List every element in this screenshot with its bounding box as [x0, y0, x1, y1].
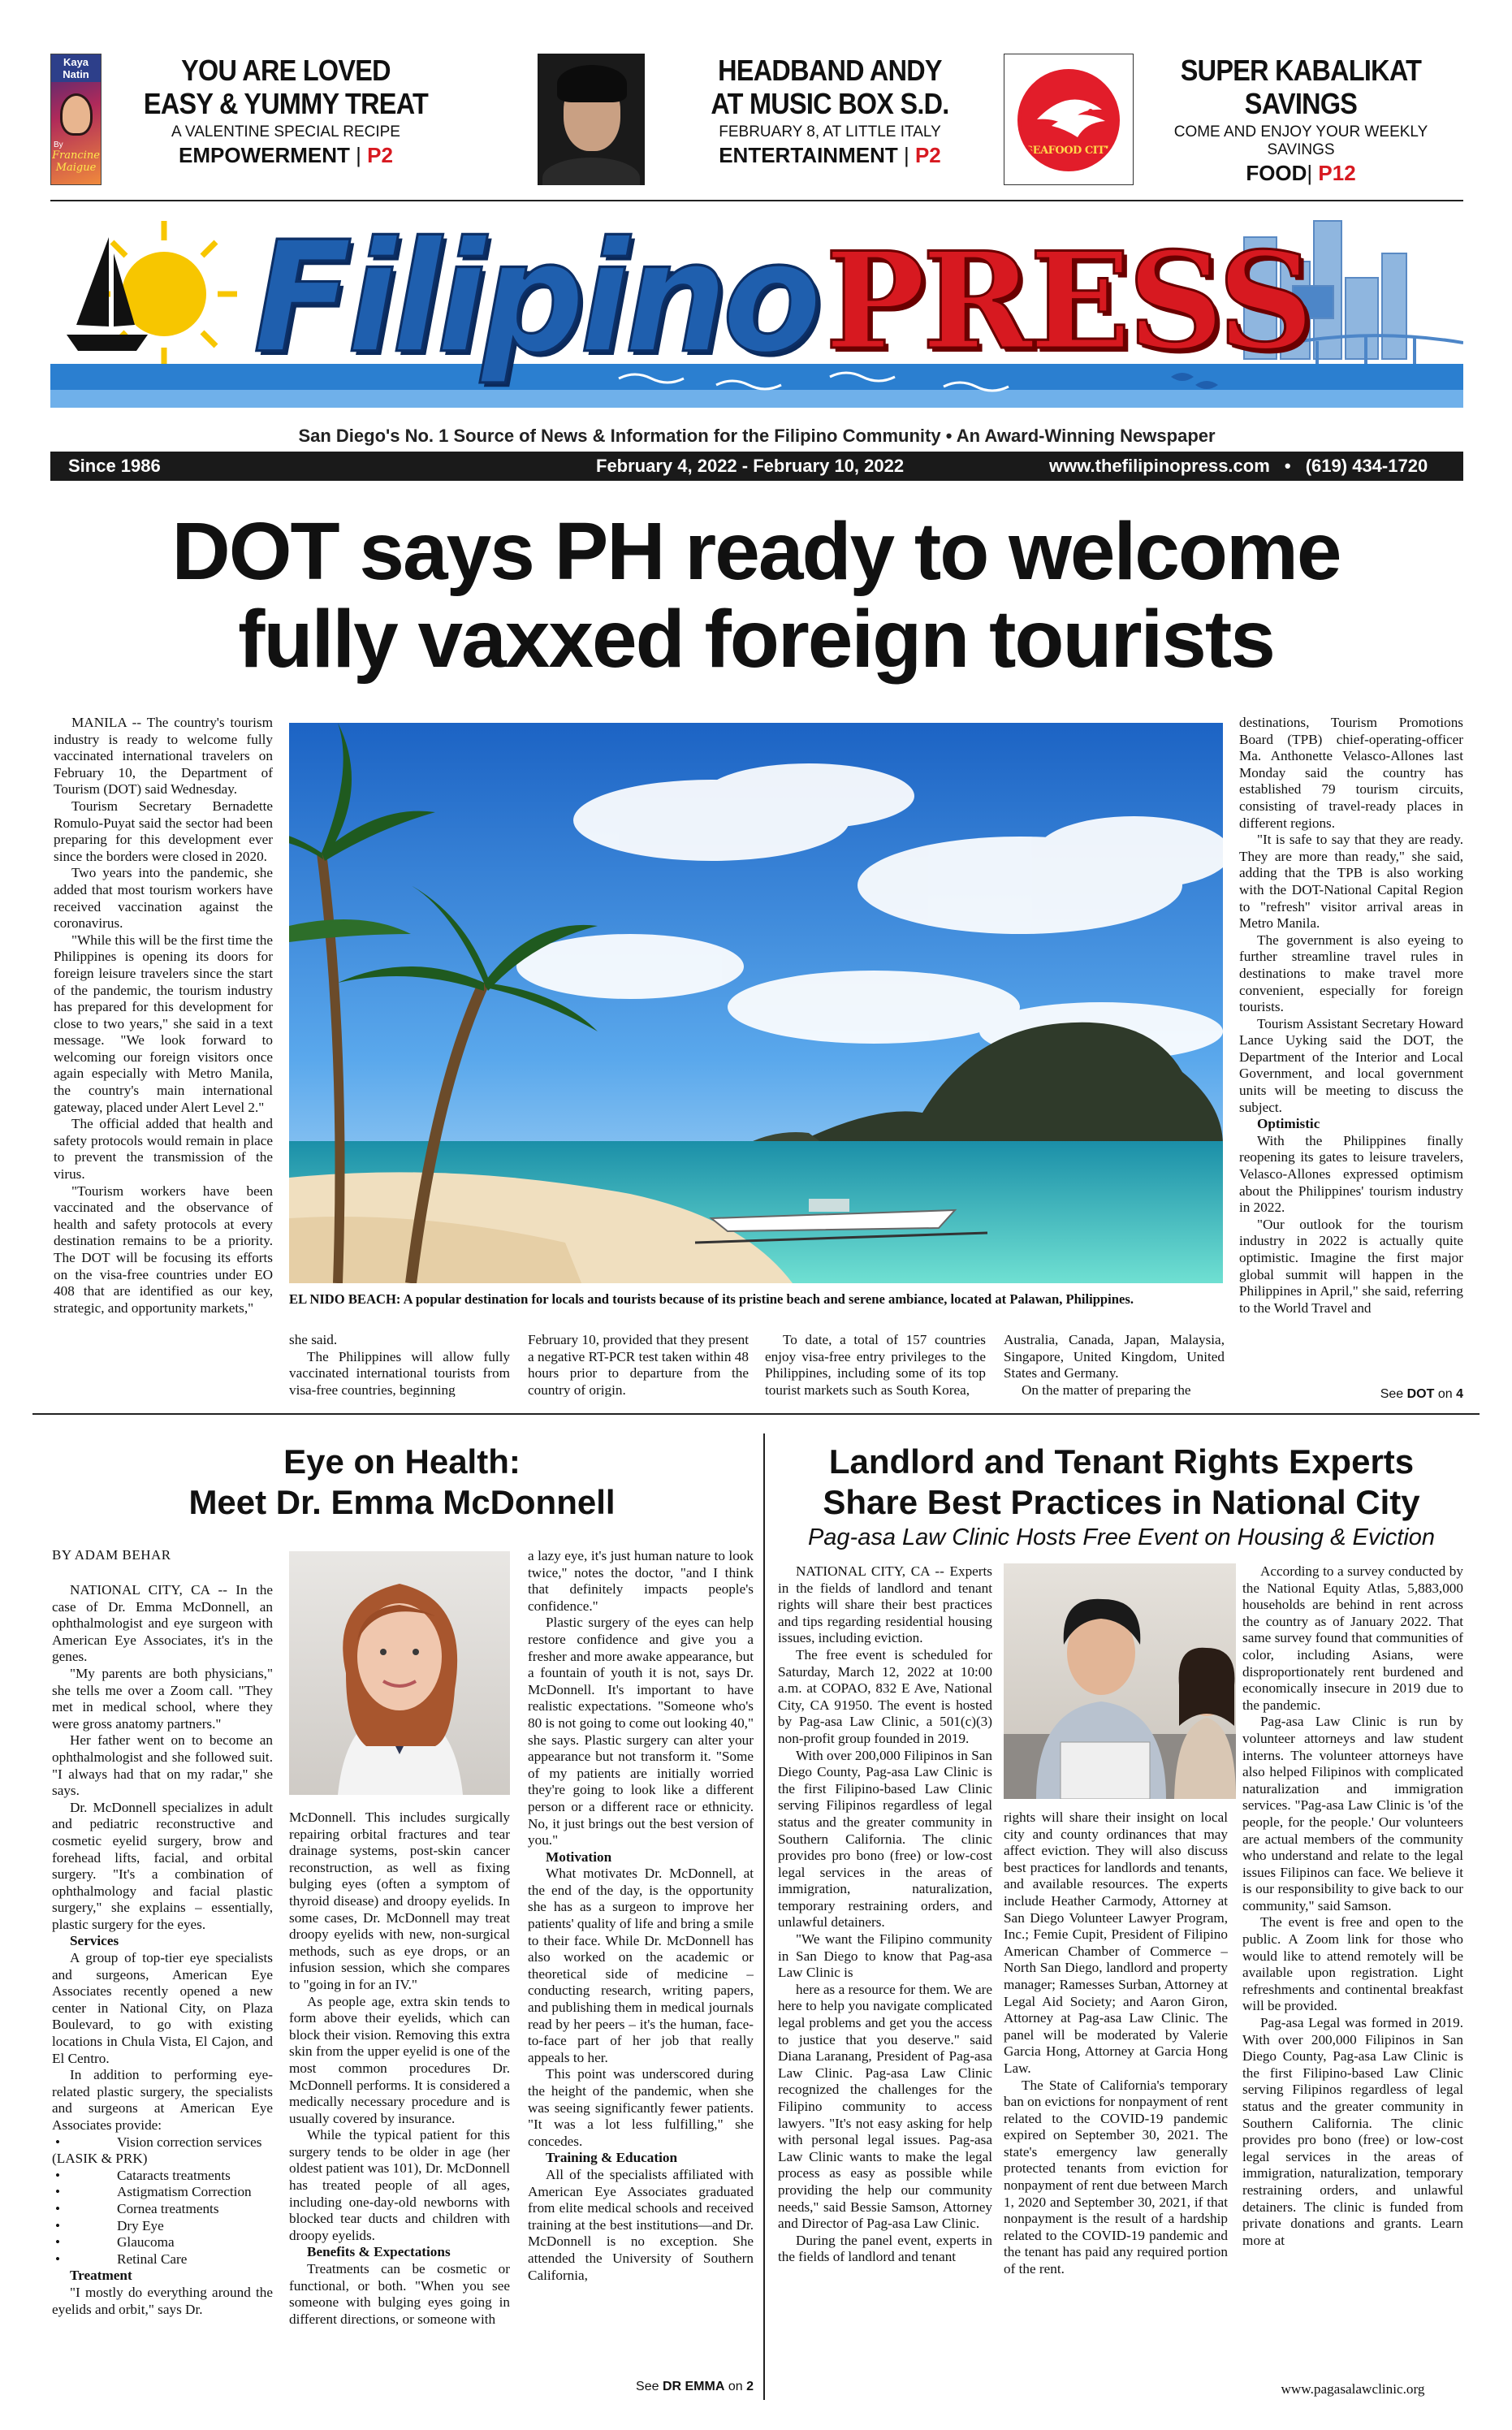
since-label: Since 1986 [68, 456, 161, 476]
list-item [52, 2234, 273, 2251]
law-col-1 [778, 1563, 992, 2400]
byline: BY ADAM BEHAR [52, 1547, 171, 1563]
list-item-text: Dry Eye [117, 2217, 164, 2233]
jump-page: 4 [1456, 1387, 1463, 1401]
main-col-2 [289, 1332, 510, 1397]
paragraph: here as a resource for them. We are here to help you navigate complicated legal problems and get you the access to justice that you deserve." said Diana Laranang, President of Pag-asa Law Clinic. Pag-asa Law Clinic recognized the challenges for the Filipino community to access lawyers. "It's not easy asking for help with personal legal issues. Pag-asa Law Clinic wants to make the legal process as easy as possible while providing the help our community needs," said Bessie Samson, Attorney and Director of Pag-asa Law Clinic. [778, 1981, 992, 2232]
subhead: Services [70, 1933, 119, 1949]
list-item [52, 2218, 273, 2235]
el-nido-photo [289, 723, 1223, 1283]
subhead: Benefits & Expectations [307, 2244, 451, 2260]
logo-filipino: Filipino [253, 208, 818, 387]
paragraph: "Our outlook for the tourism industry in 2022 is actually quite optimistic. Imagine the first major global summit will happen in the Philippines in April," she said, referring to the World Travel and [1239, 1216, 1463, 1316]
paragraph: Treatments can be cosmetic or functional, or both. "When you see someone with bulging eyes going in different directions, or someone with [289, 2261, 510, 2327]
section-sep: | [1307, 161, 1313, 185]
paragraph: Tourism Secretary Bernadette Romulo-Puyat said the sector had been preparing for this development ever since the borders were closed in 2020. [54, 798, 273, 864]
teaser-divider [50, 200, 1463, 201]
paragraph: The event is free and open to the public. A Zoom link for those who would like to attend remotely will be available upon registration. Light refreshments and continental breakfast will be provided. [1242, 1914, 1463, 2014]
paragraph: What motivates Dr. McDonnell, at the end of the day, is the opportunity she has as a surgeon to improve her patients' quality of life and bring a smile to their face. While Dr. McDonnell has also worked on the academic or theoretical side of medicine – conducting research, writing papers, and publishing them in medical journals read by her peers – it's the human, face-to-face part of her job that really appeals to her. [528, 1866, 754, 2065]
paragraph: "It is safe to say that they are ready. They are more than ready," she said, adding that the TPB is also working with the DOT-National Capital Region to "refresh" visitor arrival areas in Metro Manila. [1239, 832, 1463, 932]
thumb-portrait [60, 93, 93, 136]
paragraph: rights will share their insight on local city and county ordinances that may affect eviction. They will also discuss best practices for landlords and tenants, and available resources. The experts include Heather Carmody, Attorney at San Diego Volunteer Lawyer Program, Inc.; Femie Cupit, President of Filipino American Chamber of Commerce – North San Diego, landlord and property manager; Ramesses Surban, Attorney at Legal Aid Society; and Aaron Giron, Attorney at Pag-asa Law Clinic. The panel will be moderated by Valerie Garcia Hong, Attorney at Garcia Hong Law. [1004, 1810, 1228, 2076]
health-headline-line2: Meet Dr. Emma McDonnell [188, 1483, 616, 1521]
see-label: See [636, 2380, 659, 2393]
paragraph: NATIONAL CITY, CA -- Experts in the fields of landlord and tenant rights will share their best practices and tips regarding residential housing issues, including eviction. [778, 1563, 992, 1646]
paragraph: NATIONAL CITY, CA -- In the case of Dr. Emma McDonnell, an ophthalmologist and eye surgeon with American Eye Associates, it's in the genes. [52, 1582, 273, 1665]
jump-link-dot[interactable] [1337, 1387, 1463, 1402]
paragraph: All of the specialists affiliated with American Eye Associates graduated from elite medical schools and received training at the best institutions—and Dr. McDonnell is no exception. She attended the University of Southern California, [528, 2166, 754, 2283]
paragraph: "We want the Filipino community in San Diego to know that Pag-asa Law Clinic is [778, 1931, 992, 1981]
section-sep: | [356, 143, 361, 167]
teaser-text-1[interactable] [107, 54, 464, 168]
teaser-thumb-3[interactable] [1004, 54, 1134, 185]
list-item [52, 2184, 273, 2201]
paragraph: "My parents are both physicians," she tells me over a Zoom call. "They met in medical school, where they were gross anatomy partners." [52, 1665, 273, 1732]
on-label: on [728, 2380, 743, 2393]
paragraph: The free event is scheduled for Saturday, March 12, 2022 at 10:00 a.m. at COPAO, 832 E Ave, National City, CA 91950. The event is hosted by Pag-asa Law Clinic, a 501(c)(3) non-profit group founded in 2019. [778, 1646, 992, 1746]
paragraph: While the typical patient for this surgery tends to be older in age (her oldest patient was 101), Dr. McDonnell has treated people of all ages, including one-day-old newborns with blocked tear ducts and children with droopy eyelids. [289, 2127, 510, 2243]
paragraph: This point was underscored during the height of the pandemic, when she was seeing significantly fewer patients. "It was a lot less fulfilling," she concedes. [528, 2066, 754, 2149]
law-website[interactable]: www.pagasalawclinic.org [1281, 2381, 1425, 2397]
main-col-3 [528, 1332, 749, 1397]
seafood-city-logo [1017, 69, 1120, 171]
teaser-2-subtitle: FEBRUARY 8, AT LITTLE ITALY [719, 123, 941, 141]
thumb-shoulders [542, 158, 640, 185]
law-headline-line1: Landlord and Tenant Rights Experts [828, 1442, 1415, 1481]
teaser-text-3[interactable] [1138, 54, 1463, 186]
main-col-5 [1004, 1332, 1225, 1397]
thumb-by: By [54, 141, 63, 149]
masthead [50, 205, 1463, 424]
law-headline[interactable] [776, 1442, 1467, 1523]
subhead: Optimistic [1257, 1116, 1320, 1132]
teaser-3-title-line2: SAVINGS [1244, 87, 1358, 120]
teaser-2-section [651, 143, 1009, 168]
thumb-title: Kaya Natin [51, 54, 101, 82]
health-headline[interactable] [52, 1442, 752, 1523]
list-item-text: Glaucoma [117, 2234, 175, 2251]
teaser-thumb-1[interactable] [50, 54, 102, 185]
law-headline-line2: Share Best Practices in National City [823, 1483, 1420, 1521]
logo-press: PRESS [825, 223, 1311, 379]
paragraph: Two years into the pandemic, she added that most tourism workers have received vaccination against the coronavirus. [54, 865, 273, 932]
paragraph: a lazy eye, it's just human nature to look twice," notes the doctor, "and I think that definitely impacts people's confidence." [528, 1548, 754, 1614]
beach-scene [289, 723, 1223, 1283]
teaser-1-title-line1: YOU ARE LOVED [181, 54, 391, 87]
paragraph: February 10, provided that they present a negative RT-PCR test taken within 48 hours prior to departure from the country of origin. [528, 1332, 749, 1397]
paragraph: According to a survey conducted by the National Equity Atlas, 5,883,000 households are behind in rent across the country as of January 2022. That same survey found that communities of color, including Asians, were disproportionately rent burdened and economically insecure in 2019 due to the pandemic. [1242, 1563, 1463, 1713]
teaser-1-section [107, 143, 464, 168]
thumb-name-2: Maigue [55, 162, 97, 174]
tenant-couple-illustration [1004, 1563, 1236, 1799]
paragraph: "While this will be the first time the Philippines is opening its doors for foreign leisure travelers since the start of the pandemic, the tourism industry has prepared for this development for close to two years," she said in a text message. "We look forward to welcoming our foreign visitors once again especially with Metro Manila, the country's main international gateway, placed under Alert Level 2." [54, 932, 273, 1115]
info-bullet: • [1284, 456, 1291, 476]
teaser-1-title-line2: EASY & YUMMY TREAT [143, 87, 429, 120]
list-item-cont: (LASIK & PRK) [52, 2151, 148, 2167]
paragraph: Her father went on to become an ophthalmologist and she followed suit. "I always had that on my radar," she says. [52, 1732, 273, 1799]
jump-page: 2 [746, 2380, 754, 2393]
section-label: ENTERTAINMENT [719, 143, 898, 167]
paragraph: Australia, Canada, Japan, Malaysia, Singapore, United Kingdom, United States and Germany. [1004, 1332, 1225, 1381]
paragraph: On the matter of preparing the [1022, 1381, 1191, 1397]
teaser-1-subtitle: A VALENTINE SPECIAL RECIPE [171, 123, 400, 141]
doctor-portrait [289, 1551, 510, 1795]
doctor-photo [289, 1551, 510, 1795]
health-col-2 [289, 1810, 510, 2394]
law-col-3 [1242, 1563, 1463, 2384]
logo-text: SEAFOOD CITY [1025, 145, 1112, 157]
paragraph: Pag-asa Legal was formed in 2019. With over 200,000 Filipinos in San Diego County, Pag-asa Law Clinic is the first Filipino-based Law Clinic serving Filipinos regardless of legal status and the greater community in Southern California. The clinic provides pro bono (free) or low-cost legal services in the areas of immigration, naturalization, temporary restraining orders, and unlawful detainers. The clinic is funded from private donations and grants. Learn more at [1242, 2015, 1463, 2248]
services-list [52, 2134, 273, 2151]
paragraph: In addition to performing eye-related plastic surgery, the specialists and surgeons at American Eye Associates provide: [52, 2067, 273, 2133]
website-link[interactable] [1049, 452, 1428, 481]
thumb-hair [557, 65, 627, 102]
page-ref: P12 [1318, 161, 1356, 185]
health-col-3 [528, 1548, 754, 2360]
paragraph: With over 200,000 Filipinos in San Diego County, Pag-asa Law Clinic is the first Filipino-based Law Clinic serving Filipinos regardless of legal status and the greater community in Southern California. The clinic provides pro bono (free) or low-cost legal services in the areas of immigration, naturalization, temporary restraining orders, and unlawful detainers. [778, 1747, 992, 1931]
section-label: FOOD [1246, 161, 1307, 185]
teaser-3-subtitle: COME AND ENJOY YOUR WEEKLY SAVINGS [1173, 123, 1428, 158]
photo-caption: EL NIDO BEACH: A popular destination for locals and tourists because of its pristine beach and serene ambiance, located at Palawan, Philippines. [289, 1291, 1134, 1307]
list-item-text: Retinal Care [117, 2251, 188, 2267]
page-ref: P2 [914, 143, 941, 167]
paragraph: "Tourism workers have been vaccinated and the observance of health and safety protocols at every destination remains to be a priority. The DOT will be focusing its efforts on the visa-free countries under EO 408 that are identified as our key, strategic, and opportunity markets," [54, 1183, 273, 1316]
jump-name: DR EMMA [662, 2380, 725, 2393]
phone-number: (619) 434-1720 [1305, 456, 1428, 476]
paragraph: destinations, Tourism Promotions Board (TPB) chief-operating-officer Ma. Anthonette Velasco-Allones last Monday said the country has established 79 tourism circuits, consisting of travel-ready places in different regions. [1239, 715, 1463, 831]
subhead: Motivation [546, 1848, 612, 1865]
website-text[interactable]: www.thefilipinopress.com [1049, 456, 1270, 476]
list-item-text: Cornea treatments [117, 2200, 219, 2216]
teaser-3-title-line1: SUPER KABALIKAT [1180, 54, 1422, 87]
section-sep: | [903, 143, 909, 167]
info-bar [50, 452, 1463, 481]
paragraph: McDonnell. This includes surgically repairing orbital fractures and tear drainage systems, post-skin cancer reconstruction, as well as fixing bulging eyes (often a symptom of thyroid disease) and droopy eyelids. In some cases, Dr. McDonnell may treat droopy eyelids with new, non-surgical methods, such as eye drops, or an infusion session, which she compares to "going in for an IV." [289, 1810, 510, 1992]
main-headline[interactable] [32, 508, 1480, 683]
jump-link-dr-emma[interactable] [568, 2380, 754, 2394]
paragraph: Plastic surgery of the eyes can help restore confidence and give you a fresher and more awake appearance, but a fountain of youth it is not, says Dr. McDonnell. It's important to have realistic expectations. "Someone who's 80 is not going to come out looking 40," she says. Plastic surgery can alter your appearance but not transform it. "Some of my patients are initially worried they're going to look like a different person or a different race or ethnicity. No, it just brings out the best version of you." [528, 1615, 754, 1848]
jump-name: DOT [1406, 1387, 1435, 1401]
law-col-2 [1004, 1810, 1228, 2400]
list-item [52, 2168, 273, 2185]
teaser-thumb-2[interactable] [538, 54, 645, 185]
teaser-text-2[interactable] [651, 54, 1009, 168]
main-col-6 [1239, 715, 1463, 1397]
on-label: on [1437, 1387, 1453, 1401]
see-label: See [1380, 1387, 1404, 1401]
paragraph: The Philippines will allow fully vaccinated international tourists from visa-free countries, beginning [289, 1348, 510, 1397]
headline-line1: DOT says PH ready to welcome [171, 506, 1341, 597]
main-col-4 [765, 1332, 986, 1397]
teaser-2-title-line1: HEADBAND ANDY [718, 54, 942, 87]
list-item [52, 2201, 273, 2218]
paragraph: During the panel event, experts in the fields of landlord and tenant [778, 2232, 992, 2265]
paragraph: As people age, extra skin tends to form above their eyelids, which can block their vision. Removing this extra skin from the upper eyelid is one of the most common procedures Dr. McDonnell performs. It is considered a medically necessary procedure and is usually covered by insurance. [289, 1993, 510, 2126]
teaser-2-title-line2: AT MUSIC BOX S.D. [711, 87, 949, 120]
section-label: EMPOWERMENT [179, 143, 350, 167]
health-col-1 [52, 1582, 273, 2394]
list-item [52, 2251, 273, 2268]
teaser-3-section [1138, 161, 1463, 186]
list-item-text: Astigmatism Correction [117, 2184, 252, 2200]
headline-line2: fully vaxxed foreign tourists [238, 594, 1274, 685]
paragraph: To date, a total of 157 countries enjoy visa-free entry privileges to the Philippines, including some of its top tourist markets such as South Korea, [765, 1332, 986, 1397]
paragraph: With the Philippines finally reopening its gates to leisure travelers, Velasco-Allones expressed optimism about the Philippines' tourism industry in 2022. [1239, 1132, 1463, 1216]
fish-icon [1021, 77, 1117, 150]
paragraph: A group of top-tier eye specialists and surgeons, American Eye Associates recently opened a new center in National City, on Plaza Boulevard, to go with existing locations in Chula Vista, El Cajon, and El Centro. [52, 1950, 273, 2066]
law-subhead: Pag-asa Law Clinic Hosts Free Event on Housing & Eviction [807, 1524, 1436, 1550]
paragraph: Tourism Assistant Secretary Howard Lance Uyking said the DOT, the Department of the Interior and Local Government, and local government units will be meeting to discuss the subject. [1239, 1015, 1463, 1115]
services-list-2 [52, 2168, 273, 2268]
section-divider [32, 1413, 1480, 1415]
paragraph: Dr. McDonnell specializes in adult and pediatric reconstructive and cosmetic eyelid surgery, brow and forehead lifts, facial, and orbital surgery. "It's a combination of ophthalmology and facial plastic surgery," she explains – essentially, plastic surgery for the eyes. [52, 1799, 273, 1932]
tenant-photo [1004, 1563, 1236, 1799]
list-item-text: Cataracts treatments [117, 2167, 231, 2183]
thumb-name-1: Francine [52, 149, 100, 162]
paragraph: MANILA -- The country's tourism industry is ready to welcome fully vaccinated international travelers on February 10, the Department of Tourism (DOT) said Wednesday. [54, 715, 273, 798]
paragraph: The State of California's temporary ban on evictions for nonpayment of rent related to the COVID-19 pandemic expired on September 30, 2021. The state's emergency law generally protected tenants from eviction for nonpayment of rent due between March 1, 2020 and September 30, 2021, if that nonpayment is the result of a hardship related to the COVID-19 pandemic and the tenant has paid any required portion of the rent. [1004, 2077, 1228, 2277]
page-ref: P2 [367, 143, 393, 167]
subhead: Treatment [70, 2268, 132, 2284]
paragraph: she said. [289, 1332, 338, 1347]
paragraph: The official added that health and safety protocols would remain in place to prevent the transmission of the virus. [54, 1116, 273, 1183]
main-col-1 [54, 715, 273, 1397]
health-headline-line1: Eye on Health: [283, 1442, 521, 1481]
issue-dates: February 4, 2022 - February 10, 2022 [596, 456, 905, 476]
masthead-logo [253, 205, 1311, 391]
list-item [52, 2134, 273, 2151]
masthead-tagline: San Diego's No. 1 Source of News & Information for the Filipino Community • An Award-Winning Newspaper [298, 426, 1216, 446]
subhead: Training & Education [546, 2150, 678, 2166]
paragraph: The government is also eyeing to further streamline travel rules in destinations to make travel more convenient, especially for foreign tourists. [1239, 932, 1463, 1015]
list-item-text: Vision correction services [117, 2134, 262, 2150]
teaser-strip [50, 49, 1463, 200]
paragraph: "I mostly do everything around the eyelids and orbit," says Dr. [52, 2284, 273, 2317]
column-divider [763, 1433, 765, 2400]
paragraph: Pag-asa Law Clinic is run by volunteer attorneys and law student interns. The volunteer attorneys have also helped Filipinos with complicated naturalization and immigration services. "Pag-asa Law Clinic is 'of the people, for the people.' Our volunteers are actual members of the community who understand and relate to the legal issues Filipinos can face. We believe it is our responsibility to give back to our community," said Samson. [1242, 1714, 1463, 1913]
